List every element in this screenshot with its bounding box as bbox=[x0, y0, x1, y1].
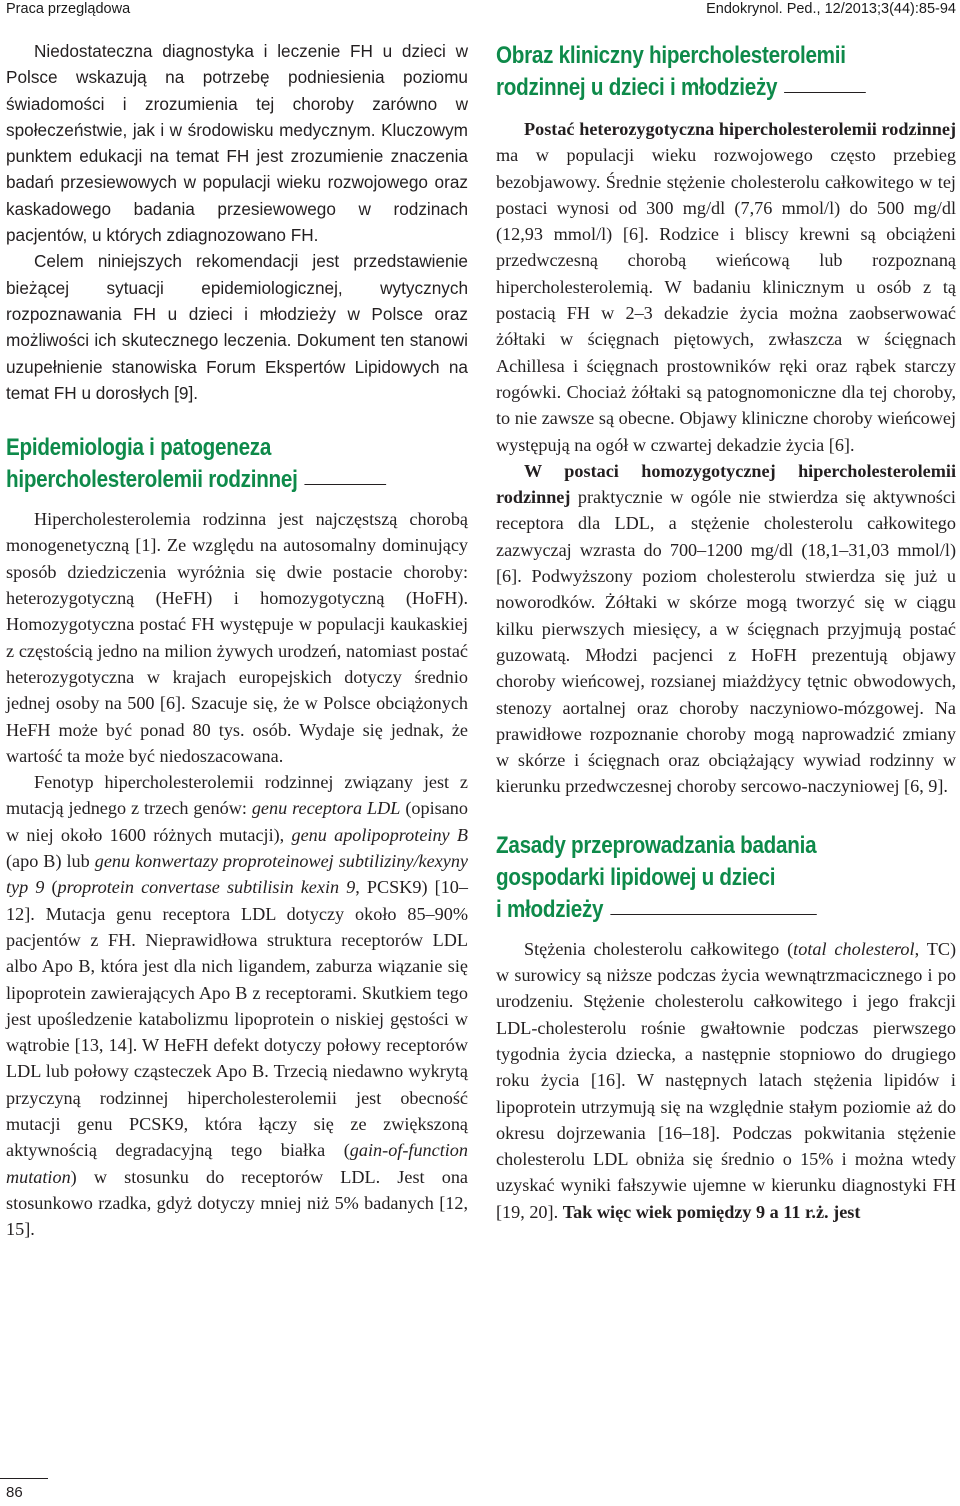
left-column bbox=[6, 38, 468, 1242]
epidemiology-body bbox=[6, 506, 468, 1242]
article-type-label: Praca przeglądowa bbox=[6, 1, 131, 17]
intro-paragraph-2: Celem niniejszych rekomendacji jest przedstawienie bieżącej sytuacji epidemiologicznej, wytycznych rozpoznawania FH u dzieci i młodzieży w Polsce oraz możliwości ich skutecznego leczenia. Dokument ten stanowi uzupełnienie stanowiska Forum Ekspertów Lipidowych na temat FH u dorosłych [9]. bbox=[6, 251, 468, 403]
section-title-lipid-testing bbox=[496, 830, 955, 926]
journal-citation: Endokrynol. Ped., 12/2013;3(44):85-94 bbox=[706, 1, 956, 17]
section-title-epidemiology bbox=[6, 432, 467, 496]
clinical-paragraph-1: Postać heterozygotyczna hipercholesterolemii rodzinnej ma w populacji wieku rozwojowego często przebieg bezobjawowy. Średnie stężenie cholesterolu całkowitego w tej postaci wynosi od 300 mg/dl (7,76 mmol/l) do 500 mg/dl (12,93 mmol/l) [6]. Rodzice i bliscy krewni są obciążeni przedwczesną chorobą wieńcową lub rozpoznaną hipercholesterolemią. W badaniu klinicznym u osób z tą postacią FH w 2–3 dekadzie życia można zaobserwować żółtaki w ścięgnach piętowych, zwłaszcza w ścięgnach Achillesa i ścięgnach prostowników ręki oraz rąbek starczy rogówki. Chociaż żółtaki są patognomoniczne dla tej choroby, to nie zawsze są obecne. Objawy kliniczne choroby wieńcowej występują na ogół w czwartej dekadzie życia [6]. bbox=[496, 119, 956, 455]
clinical-paragraph-2: W postaci homozygotycznej hipercholesterolemii rodzinnej praktycznie w ogóle nie stwierdza się aktywności receptora dla LDL, a stężenie cholesterolu całkowitego zazwyczaj wzrasta do 700–1200 mg/dl (18,1–31,03 mmol/l) [6]. Podwyższony poziom cholesterolu stwierdza się już u noworodków. Żółtaki w skórze mogą tworzyć się w ciągu kilku pierwszych miesięcy, a w ścięgnach przyjmują postać guzowatą. Młodzi pacjenci z HoFH prezentują objawy choroby wieńcowej, rozsianej miażdżycy tętnic obwodowych, stenozy aortalnej oraz choroby naczyniowo-mózgowej. Na prawidłowe rozpoznanie choroby mogą naprowadzić zmiany w skórze i ścięgnach oraz obciążający wywiad rodzinny w kierunku przedwczesnej choroby sercowo-naczyniowej [6, 9]. bbox=[496, 460, 956, 797]
title-rule bbox=[610, 914, 816, 915]
epidemiology-paragraph-2: Fenotyp hipercholesterolemii rodzinnej związany jest z mutacją jednego z trzech genów: genu receptora LDL (opisano w niej około 1600 różnych mutacji), genu apolipoproteiny B (apo B) lub genu konwertazy proproteinowej subtiliziny/kexyny typ 9 (proprotein convertase subtilisin kexin 9, PCSK9) [10–12]. Mutacja genu receptora LDL dotyczy około 85–90% pacjentów z FH. Nieprawidłowa struktura receptorów LDL albo Apo B, która jest dla nich ligandem, zaburza wiązanie się lipoprotein zawierających Apo B z receptorami. Skutkiem tego jest upośledzenie katabolizmu lipoprotein o niskiej gęstości w wątrobie [13, 14]. W HeFH defekt dotyczy połowy receptorów LDL lub połowy cząsteczek Apo B. Trzecią niedawno wykrytą przyczyną rodzinnej hipercholesterolemii jest obecność mutacji genu PCSK9, która łączy się ze zwiększoną aktywnością degradacyjną tego białka (gain-of-function mutation) w stosunku do receptorów LDL. Jest ona stosunkowo rzadka, gdyż dotyczy mniej niż 5% badanych [12, 15]. bbox=[6, 772, 468, 1240]
intro-block bbox=[6, 38, 468, 406]
section-title-line-2: rodzinnej u dzieci i młodzieży bbox=[496, 74, 778, 101]
section-title-clinical bbox=[496, 40, 955, 104]
section-title-line-2: hipercholesterolemii rodzinnej bbox=[6, 466, 298, 494]
footer-rule bbox=[0, 1478, 48, 1479]
section-title-line-1: Zasady przeprowadzania badania bbox=[496, 831, 817, 859]
section-title-line-1: Obraz kliniczny hipercholesterolemii bbox=[496, 42, 846, 69]
lipid-testing-body bbox=[496, 936, 956, 1225]
title-rule bbox=[304, 484, 386, 485]
epidemiology-paragraph-1: Hipercholesterolemia rodzinna jest najczęstszą chorobą monogenetyczną [1]. Ze względu na autosomalny dominujący sposób dziedziczenia wyróżnia się dwie postacie choroby: heterozygotyczną (HeFH) i homozygotyczną (HoFH). Homozygotyczna postać FH występuje w populacji kaukaskiej z częstością jedno na milion żywych urodzeń, natomiast postać heterozygotyczna w krajach europejskich dotyczy średnio jednej osoby na 500 [6]. Szacuje się, że w Polsce obciążonych HeFH może być ponad 80 tys. osób. Wydaje się jednak, że wartość ta może być niedoszacowana. bbox=[6, 509, 468, 766]
right-column bbox=[496, 40, 956, 1225]
section-title-line-1: Epidemiologia i patogeneza bbox=[6, 434, 272, 462]
section-title-line-2: gospodarki lipidowej u dzieci bbox=[496, 863, 776, 891]
page-number: 86 bbox=[6, 1484, 23, 1501]
title-rule bbox=[784, 92, 866, 93]
section-title-line-3: i młodzieży bbox=[496, 895, 604, 923]
lipid-testing-paragraph-1: Stężenia cholesterolu całkowitego (total cholesterol, TC) w surowicy są niższe podczas życia wewnątrzmacicznego i po urodzeniu. Stężenie cholesterolu całkowitego i jego frakcji LDL-cholesterolu rośnie gwałtownie podczas pierwszego tygodnia życia dziecka, a następnie stopniowo do drugiego roku życia [16]. W następnych latach stężenia lipidów i lipoprotein utrzymują się na względnie stałym poziomie aż do okresu dojrzewania [16–18]. Podczas pokwitania stężenie cholesterolu LDL obniża się średnio o 15% i można wtedy uzyskać wyniki fałszywie ujemne w kierunku diagnostyki FH [19, 20]. Tak więc wiek pomiędzy 9 a 11 r.ż. jest bbox=[496, 938, 957, 1222]
running-header bbox=[0, 0, 960, 20]
clinical-body bbox=[496, 116, 956, 800]
intro-paragraph-1: Niedostateczna diagnostyka i leczenie FH u dzieci w Polsce wskazują na potrzebę podniesienia poziomu świadomości i zrozumienia tej choroby zarówno w społeczeństwie, jak i w środowisku medycznym. Kluczowym punktem edukacji na temat FH jest zrozumienie znaczenia badań przesiewowych w populacji wieku rozwojowego oraz kaskadowego badania przesiewowego w rodzinach pacjentów, u których zdiagnozowano FH. bbox=[6, 41, 468, 246]
